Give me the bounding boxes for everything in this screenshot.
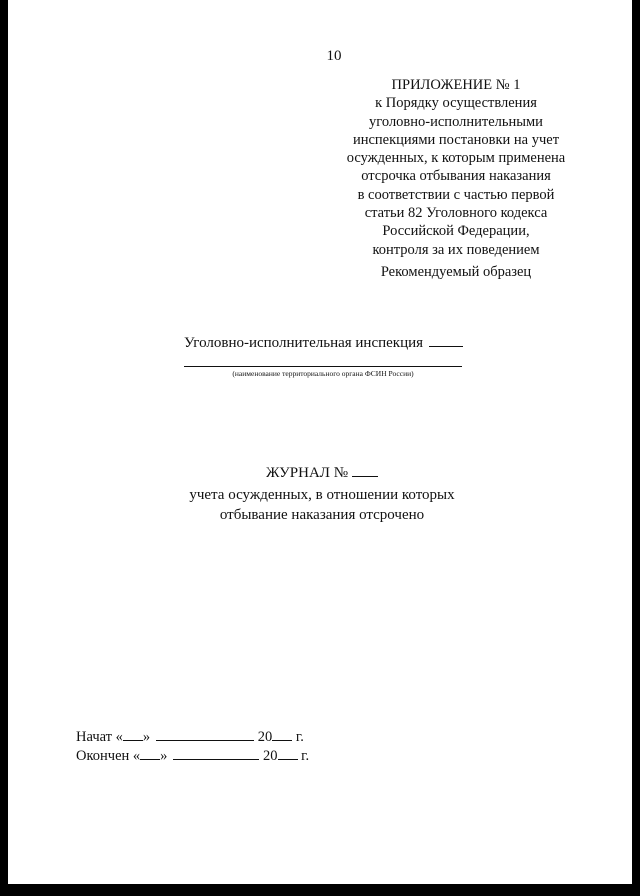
annex-line: в соответствии с частью первой (357, 186, 555, 203)
journal-subtitle-line: учета осужденных, в отношении которых (189, 487, 455, 503)
end-date-label: Окончен « (76, 748, 141, 764)
start-quote-close: » (142, 729, 151, 745)
start-year-prefix: 20 (257, 729, 273, 745)
inspection-field (184, 333, 463, 352)
journal-number-blank (352, 463, 378, 477)
end-year-prefix: 20 (263, 748, 278, 764)
recommended-sample-label: Рекомендуемый образец (380, 264, 532, 280)
annex-line: осужденных, к которым применена (346, 150, 566, 167)
annex-line: к Порядку осуществления (375, 95, 537, 112)
start-year-blank (272, 728, 292, 741)
annex-line: контроля за их поведением (372, 241, 540, 258)
end-day-blank (140, 747, 160, 760)
start-date-row (76, 728, 304, 746)
document-page (8, 0, 632, 884)
journal-subtitle (8, 485, 632, 525)
annex-line: уголовно-исполнительными (369, 113, 543, 130)
end-date-row (76, 747, 309, 765)
end-year-blank (278, 747, 298, 760)
inspection-underline (184, 366, 462, 367)
journal-title-text: ЖУРНАЛ № (265, 465, 349, 481)
journal-title (8, 463, 632, 482)
annex-line: инспекциями постановки на учет (352, 131, 560, 148)
end-year-suffix: г. (301, 748, 310, 764)
annex-line: статьи 82 Уголовного кодекса (364, 205, 548, 222)
page-number: 10 (326, 48, 342, 64)
annex-line: отсрочка отбывания наказания (361, 168, 551, 185)
end-quote-close: » (160, 748, 168, 764)
start-date-label: Начат « (76, 729, 123, 745)
start-year-suffix: г. (295, 729, 304, 745)
start-day-blank (123, 728, 143, 741)
inspection-label: Уголовно-исполнительная инспекция (184, 335, 424, 351)
end-month-blank (173, 747, 259, 760)
start-month-blank (156, 728, 254, 741)
annex-title: ПРИЛОЖЕНИЕ № 1 (391, 77, 521, 93)
annex-block (326, 76, 586, 259)
journal-subtitle-line: отбывание наказания отсрочено (219, 507, 425, 523)
annex-line: Российской Федерации, (382, 223, 530, 240)
inspection-caption: (наименование территориального органа ФСИН России) (232, 369, 414, 378)
scan-edge (632, 0, 640, 896)
inspection-blank (429, 333, 463, 347)
